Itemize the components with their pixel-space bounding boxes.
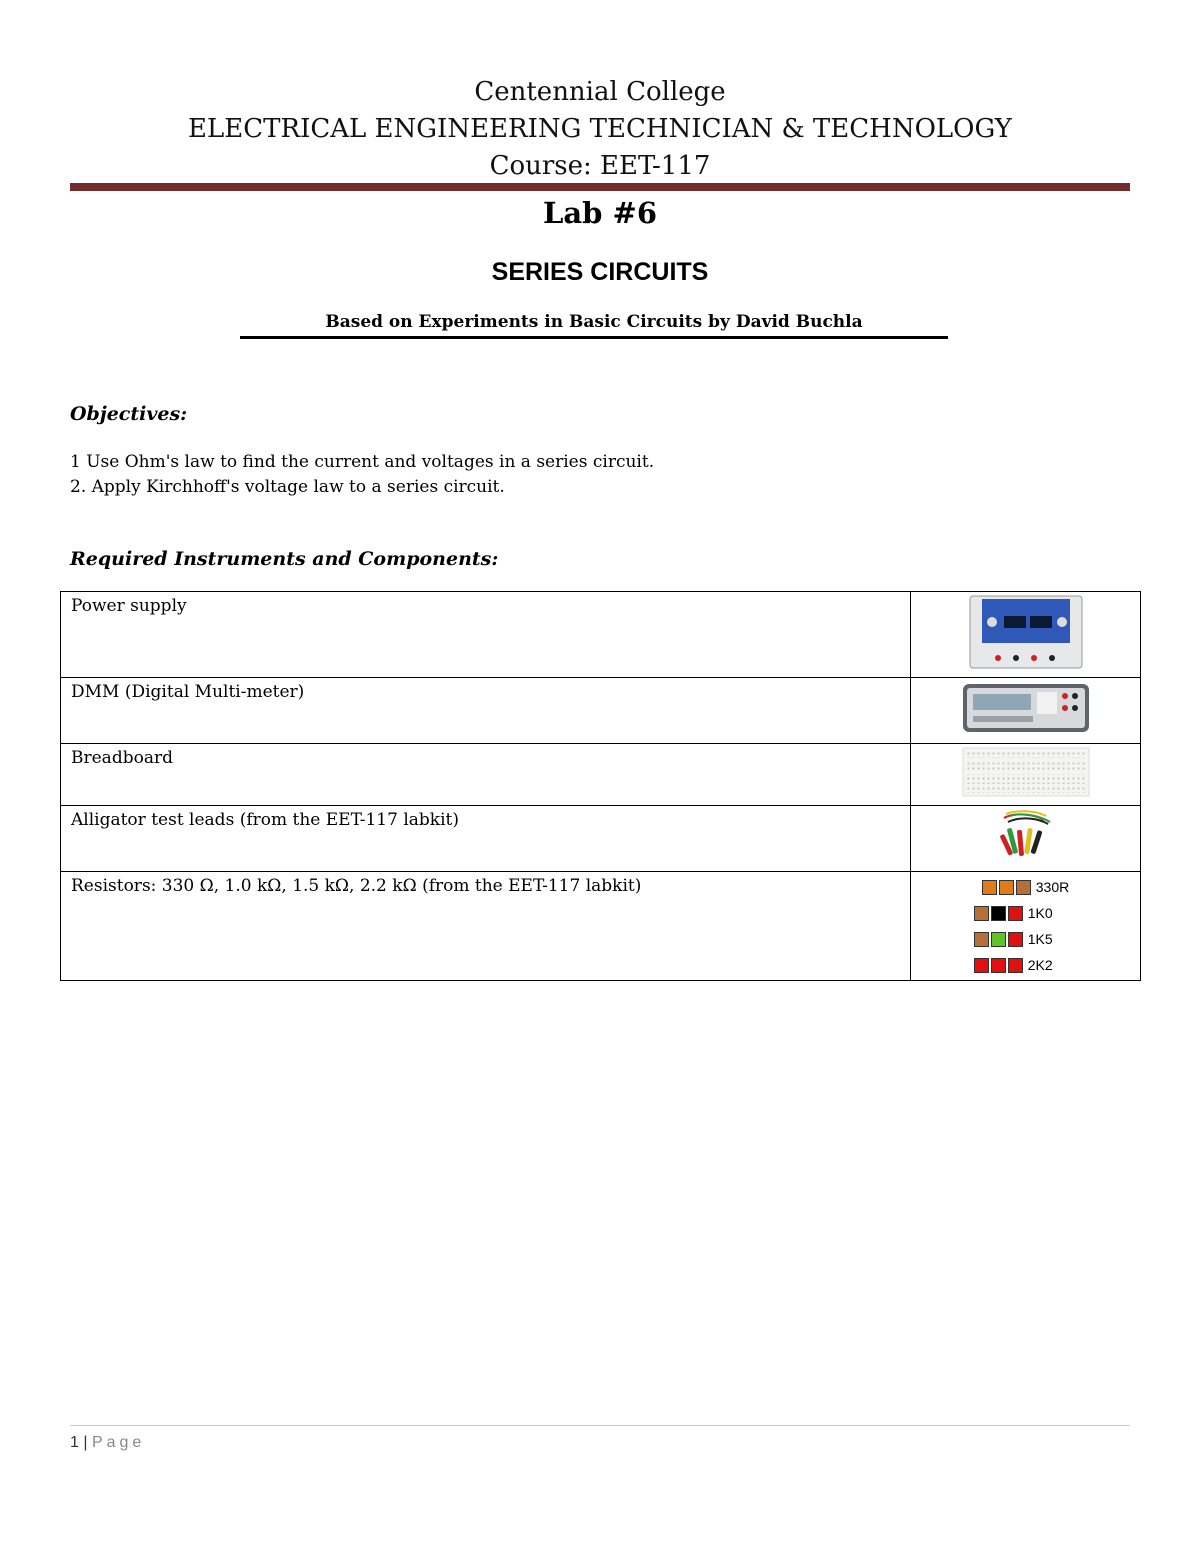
resistor-code: 1K0 xyxy=(1027,905,1053,921)
component-name: Resistors: 330 Ω, 1.0 kΩ, 1.5 kΩ, 2.2 kΩ (from the EET-117 labkit) xyxy=(61,872,911,981)
table-row xyxy=(61,592,1141,678)
resistor-color-codes xyxy=(911,872,1141,981)
table-row xyxy=(61,806,1141,872)
color-band xyxy=(1016,880,1031,895)
objective-item: 1 Use Ohm's law to find the current and voltages in a series circuit. xyxy=(70,452,655,472)
table-row xyxy=(61,744,1141,806)
color-band xyxy=(974,958,989,973)
alligator-leads-image xyxy=(911,806,1141,872)
page-separator: | xyxy=(78,1434,92,1451)
resistor-code: 2K2 xyxy=(1027,957,1053,973)
color-band xyxy=(991,932,1006,947)
lab-title: Lab #6 xyxy=(542,196,658,230)
component-name: DMM (Digital Multi-meter) xyxy=(61,678,911,744)
dmm-image xyxy=(911,678,1141,744)
page-number: 1 xyxy=(70,1434,79,1451)
color-band xyxy=(999,880,1014,895)
page-label: Page xyxy=(91,1434,146,1451)
based-on-note: Based on Experiments in Basic Circuits by David Buchla xyxy=(240,312,948,339)
resistor-code-row xyxy=(974,926,1069,952)
resistor-code-row xyxy=(974,952,1069,978)
table-row xyxy=(61,872,1141,981)
resistor-code-row xyxy=(982,874,1069,900)
power-supply-image xyxy=(911,592,1141,678)
color-band xyxy=(1008,906,1023,921)
resistor-code-row xyxy=(974,900,1069,926)
college-name: Centennial College xyxy=(474,77,726,107)
course-code: Course: EET-117 xyxy=(489,151,711,181)
component-name: Breadboard xyxy=(61,744,911,806)
objectives-heading: Objectives: xyxy=(70,403,188,425)
color-band xyxy=(991,906,1006,921)
resistor-list xyxy=(982,874,1069,978)
footer-divider xyxy=(70,1425,1130,1426)
color-band xyxy=(991,958,1006,973)
table-row xyxy=(61,678,1141,744)
document-header xyxy=(0,74,1200,185)
objective-item: 2. Apply Kirchhoff's voltage law to a series circuit. xyxy=(70,477,505,497)
color-band xyxy=(974,906,989,921)
header-divider xyxy=(70,183,1130,191)
breadboard-image xyxy=(911,744,1141,806)
color-band xyxy=(1008,958,1023,973)
lab-subtitle: SERIES CIRCUITS xyxy=(491,258,709,286)
resistor-code: 1K5 xyxy=(1027,931,1053,947)
color-band xyxy=(974,932,989,947)
page-footer xyxy=(70,1434,145,1452)
color-band xyxy=(982,880,997,895)
components-table xyxy=(60,591,1141,981)
objectives-list xyxy=(70,450,654,500)
required-heading: Required Instruments and Components: xyxy=(70,548,499,570)
program-name: ELECTRICAL ENGINEERING TECHNICIAN & TECHNOLOGY xyxy=(188,114,1012,144)
component-name: Power supply xyxy=(61,592,911,678)
resistor-code: 330R xyxy=(1035,879,1070,895)
component-name: Alligator test leads (from the EET-117 labkit) xyxy=(61,806,911,872)
color-band xyxy=(1008,932,1023,947)
